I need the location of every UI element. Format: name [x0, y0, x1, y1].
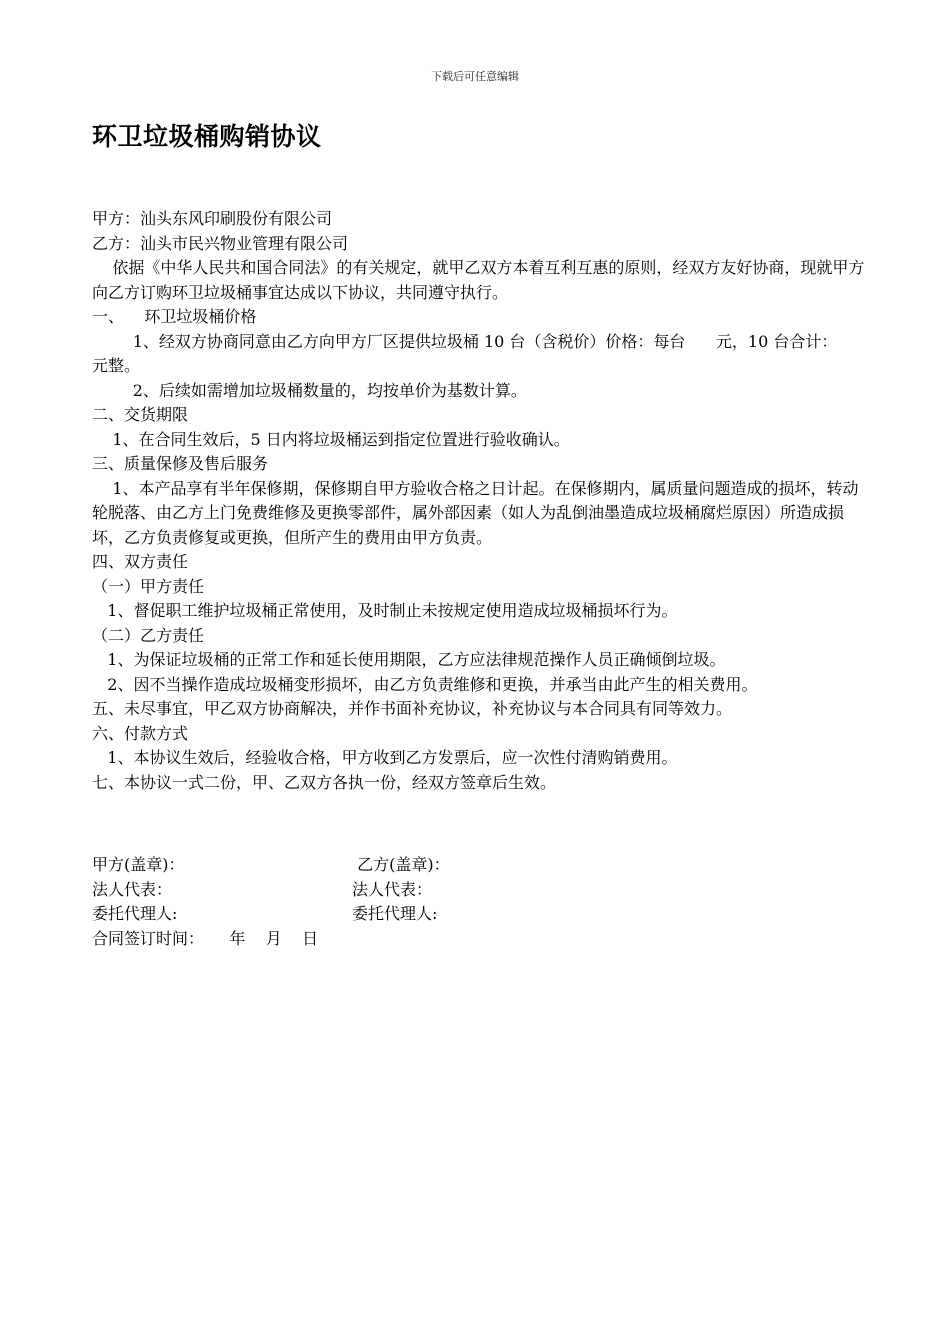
section-heading-warranty: 三、质量保修及售后服务	[92, 454, 269, 473]
signature-row-rep	[92, 878, 872, 903]
clause-party-b-1: 1、为保证垃圾桶的正常工作和延长使用期限，乙方应法律规范操作人员正确倾倒垃圾。	[92, 650, 726, 669]
section-heading-responsibilities: 四、双方责任	[92, 552, 189, 571]
contract-body	[92, 207, 872, 795]
party-b-agent-label: 委托代理人:	[352, 904, 438, 923]
page-title: 环卫垃圾桶购销协议	[92, 122, 322, 151]
section-heading-delivery: 二、交货期限	[92, 405, 189, 424]
clause-price-2: 2、后续如需增加垃圾桶数量的，均按单价为基数计算。	[92, 380, 527, 400]
party-b-rep-label: 法人代表：	[352, 879, 433, 899]
party-a-line: 甲方：汕头东风印刷股份有限公司	[92, 209, 333, 228]
section-heading-price: 一、 环卫垃圾桶价格	[92, 307, 257, 326]
party-b-line: 乙方：汕头市民兴物业管理有限公司	[92, 233, 349, 253]
clause-party-b-2: 2、因不当操作造成垃圾桶变形损坏，由乙方负责维修和更换，并承当由此产生的相关费用。	[92, 674, 758, 694]
section-copies: 七、本协议一式二份，甲、乙双方各执一份，经双方签章后生效。	[92, 772, 557, 792]
section-heading-payment: 六、付款方式	[92, 723, 189, 743]
signature-row-seal	[92, 853, 872, 878]
preamble-paragraph: 依据《中华人民共和国合同法》的有关规定，就甲乙双方本着互利互惠的原则，经双方友好协商，现就甲方向乙方订购环卫垃圾桶事宜达成以下协议，共同遵守执行。	[92, 258, 865, 302]
signature-block	[92, 853, 872, 951]
section-other-matters: 五、未尽事宜，甲乙双方协商解决，并作书面补充协议，补充协议与本合同具有同等效力。	[92, 699, 733, 718]
subheading-party-b: （二）乙方责任	[92, 625, 205, 645]
party-a-seal-label: 甲方(盖章)：	[92, 855, 185, 874]
clause-delivery-1: 1、在合同生效后，5 日内将垃圾桶运到指定位置进行验收确认。	[92, 429, 570, 449]
party-b-seal-label: 乙方(盖章)：	[352, 855, 450, 874]
subheading-party-a: （一）甲方责任	[92, 576, 205, 596]
signature-row-date	[92, 927, 872, 952]
clause-warranty-1: 1、本产品享有半年保修期，保修期自甲方验收合格之日计起。在保修期内，属质量问题造成的损坏，转动轮脱落、由乙方上门免费维修及更换零部件，属外部因素（如人为乱倒油墨造成垃圾桶腐烂原因）所造成损坏，乙方负责修复或更换，但所产生的费用由甲方负责。	[92, 478, 859, 547]
party-a-agent-label: 委托代理人:	[92, 904, 178, 923]
clause-price-1: 1、经双方协商同意由乙方向甲方厂区提供垃圾桶 10 台（含税价）价格：每台 元，10 台合计： 元整。	[92, 331, 863, 375]
signature-row-agent	[92, 902, 872, 927]
party-a-rep-label: 法人代表：	[92, 879, 173, 899]
clause-payment-1: 1、本协议生效后，经验收合格，甲方收到乙方发票后，应一次性付清购销费用。	[92, 748, 678, 767]
sign-date-label: 合同签订时间： 年 月 日	[92, 928, 319, 948]
header-note: 下载后可任意编辑	[431, 70, 519, 83]
clause-party-a-1: 1、督促职工维护垃圾桶正常使用，及时制止未按规定使用造成垃圾桶损坏行为。	[92, 601, 678, 620]
